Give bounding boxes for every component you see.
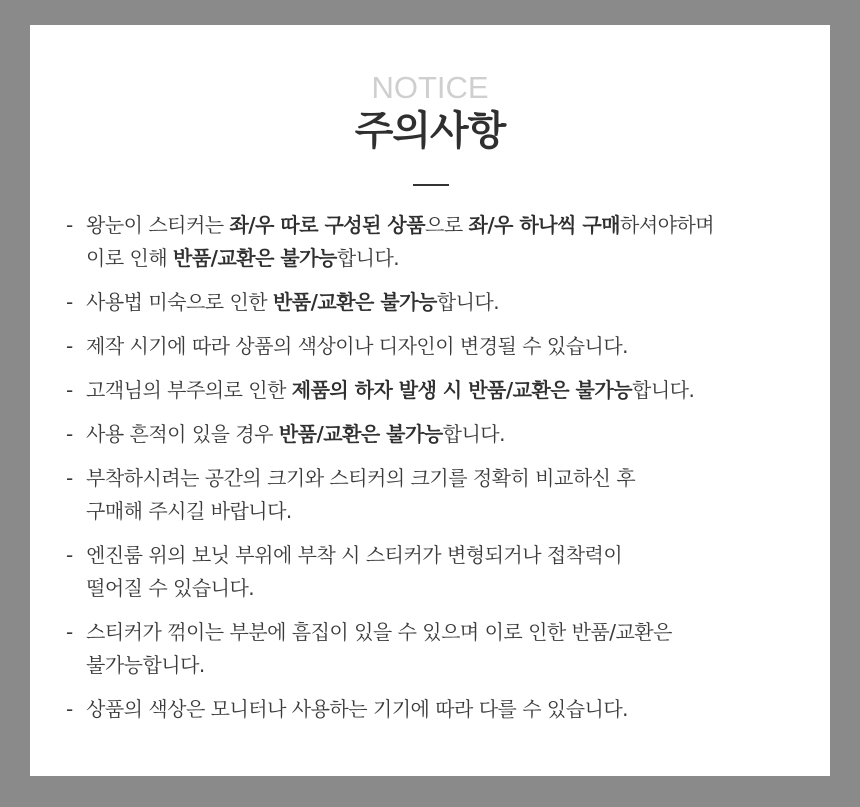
notice-bullet: - [66,620,73,644]
notice-text: 합니다. [436,290,500,314]
notice-text: 이로 인해 [86,246,173,270]
notice-text: 합니다. [442,422,505,446]
notice-text: 엔진룸 위의 보닛 부위에 부착 시 스티커가 변형되거나 접착력이 [86,543,623,567]
notice-text: 사용 흔적이 있을 경우 [86,422,279,446]
notice-eyebrow: NOTICE [371,70,489,105]
notice-list [66,209,826,737]
notice-item [66,286,826,319]
notice-text: 부착하시려는 공간의 크기와 스티커의 크기를 정확히 비교하신 후 [86,466,636,490]
notice-text: 합니다. [632,378,695,402]
notice-line [86,374,826,407]
notice-text: 사용법 미숙으로 인한 [86,290,273,314]
notice-emphasis: 좌/우 하나씩 구매 [468,213,621,237]
notice-line [86,462,826,495]
notice-line [86,495,826,528]
notice-text: 으로 [425,213,469,237]
notice-item [66,330,826,363]
notice-item [66,539,826,605]
notice-text: 구매해 주시길 바랍니다. [86,499,292,523]
notice-line [86,418,826,451]
notice-item [66,418,826,451]
notice-bullet: - [66,290,73,314]
notice-line [86,539,826,572]
notice-emphasis: 반품/교환은 불가능 [173,246,337,270]
notice-bullet: - [66,466,73,490]
notice-bullet: - [66,334,73,358]
notice-bullet: - [66,543,73,567]
notice-item [66,616,826,682]
notice-emphasis: 제품의 하자 발생 시 반품/교환은 불가능 [291,378,633,402]
notice-item [66,374,826,407]
notice-emphasis: 좌/우 따로 구성된 상품 [229,213,426,237]
notice-item [66,693,826,726]
notice-emphasis: 반품/교환은 불가능 [278,422,443,446]
notice-line [86,572,826,605]
notice-text: 상품의 색상은 모니터나 사용하는 기기에 따라 다를 수 있습니다. [86,697,629,721]
notice-line [86,616,826,649]
notice-text: 고객님의 부주의로 인한 [86,378,292,402]
notice-line [86,242,826,275]
notice-card [30,25,830,776]
title-divider [413,184,449,186]
notice-line [86,286,826,319]
notice-text: 제작 시기에 따라 상품의 색상이나 디자인이 변경될 수 있습니다. [86,334,629,358]
notice-emphasis: 반품/교환은 불가능 [272,290,437,314]
notice-bullet: - [66,422,73,446]
notice-line [86,649,826,682]
notice-text: 합니다. [336,246,400,270]
notice-line [86,330,826,363]
notice-bullet: - [66,213,73,237]
notice-item [66,209,826,275]
notice-text: 왕눈이 스티커는 [86,213,230,237]
notice-text: 스티커가 꺾이는 부분에 흠집이 있을 수 있으며 이로 인한 반품/교환은 [86,620,672,644]
notice-text: 떨어질 수 있습니다. [86,576,255,600]
page-title: 주의사항 [354,108,506,154]
notice-text: 하셔야하며 [620,213,715,237]
notice-line [86,693,826,726]
notice-item [66,462,826,528]
notice-text: 불가능합니다. [86,653,205,677]
notice-line [86,209,826,242]
notice-bullet: - [66,378,73,402]
notice-bullet: - [66,697,73,721]
